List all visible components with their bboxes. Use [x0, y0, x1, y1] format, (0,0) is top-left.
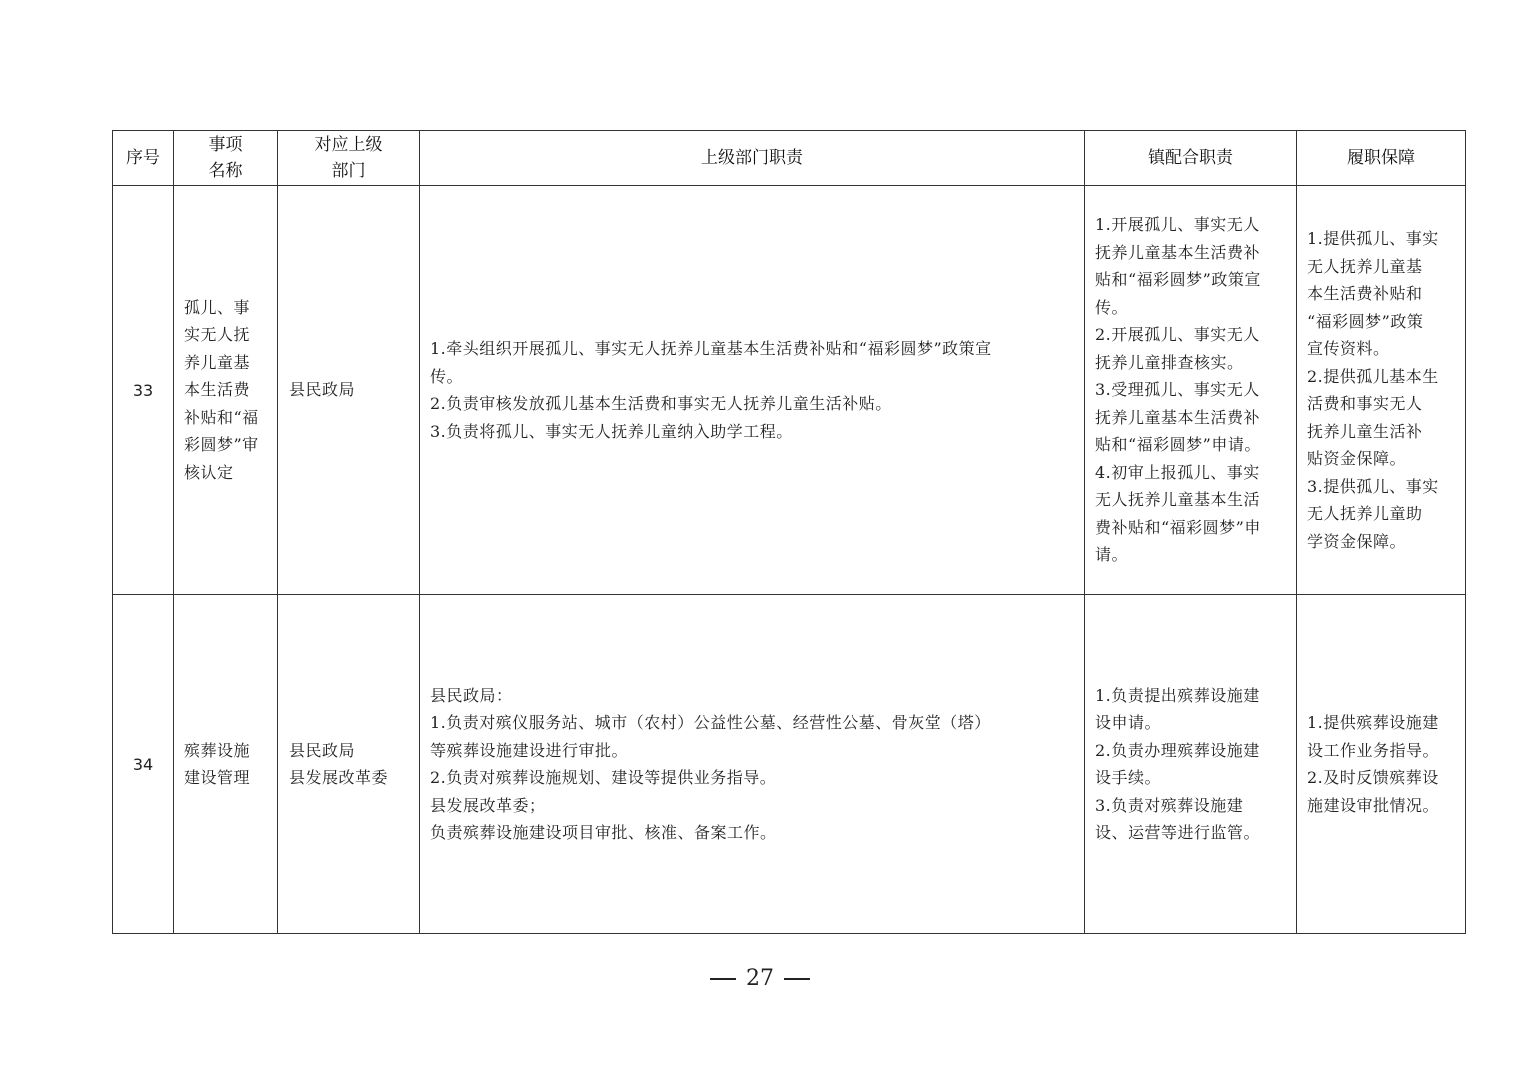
- guarantee-line: 无人抚养儿童基: [1307, 256, 1423, 276]
- item-name-line: 实无人抚: [184, 325, 251, 345]
- town-duty-line: 2.负责办理殡葬设施建: [1095, 740, 1260, 760]
- footer-dash-left: [710, 978, 736, 980]
- town-duty-line: 3.受理孤儿、事实无人: [1095, 380, 1260, 400]
- guarantee-line: 本生活费补贴和: [1307, 284, 1423, 303]
- header-duty: 上级部门职责: [420, 131, 1085, 186]
- town-duty-line: 4.初审上报孤儿、事实: [1095, 462, 1260, 482]
- responsibility-table: [112, 130, 1466, 934]
- item-name-cell: [174, 186, 278, 595]
- guarantee-line: 抚养儿童生活补: [1307, 421, 1423, 441]
- header-dept: [278, 131, 420, 186]
- department-cell: [278, 186, 420, 595]
- guarantee-cell: [1297, 186, 1466, 595]
- item-name-line: 彩圆梦”审: [184, 435, 259, 455]
- header-row: [113, 131, 1466, 186]
- header-dept-line: 部门: [331, 161, 366, 181]
- guarantee-line: “福彩圆梦”政策: [1307, 311, 1424, 331]
- town-duty-line: 3.负责对殡葬设施建: [1095, 795, 1244, 815]
- town-duty-line: 贴和“福彩圆梦”申请。: [1095, 435, 1261, 455]
- department-line: 县民政局: [289, 740, 356, 760]
- town-duty-line: 无人抚养儿童基本生活: [1095, 490, 1261, 510]
- town-duty-line: 抚养儿童排查核实。: [1095, 352, 1244, 372]
- guarantee-line: 活费和事实无人: [1307, 394, 1423, 413]
- duty-line: 1.负责对殡仪服务站、城市（农村）公益性公墓、经营性公墓、骨灰堂（塔）: [430, 713, 991, 732]
- duty-cell: [420, 186, 1085, 595]
- guarantee-line: 贴资金保障。: [1307, 449, 1407, 468]
- department-line: 县发展改革委: [289, 768, 389, 787]
- duty-line: 2.负责对殡葬设施规划、建设等提供业务指导。: [430, 768, 777, 787]
- guarantee-line: 1.提供殡葬设施建: [1307, 713, 1439, 732]
- duty-line: 县民政局：: [430, 685, 513, 705]
- header-town: 镇配合职责: [1085, 131, 1297, 186]
- row-number: 33: [113, 186, 174, 595]
- duty-line: 等殡葬设施建设进行审批。: [430, 740, 629, 760]
- duty-line: 传。: [430, 366, 464, 386]
- town-duty-line: 设手续。: [1095, 768, 1162, 787]
- footer-dash-right: [784, 978, 810, 980]
- item-name-line: 养儿童基: [184, 352, 251, 372]
- town-duty-cell: [1085, 186, 1297, 595]
- guarantee-line: 宣传资料。: [1307, 339, 1390, 358]
- town-duty-cell: [1085, 595, 1297, 934]
- town-duty-line: 设申请。: [1095, 713, 1162, 732]
- guarantee-line: 3.提供孤儿、事实: [1307, 476, 1439, 496]
- header-name-line: 名称: [208, 161, 243, 181]
- page-number: 27: [746, 966, 774, 991]
- item-name-line: 殡葬设施: [184, 740, 251, 760]
- town-duty-line: 1.负责提出殡葬设施建: [1095, 685, 1260, 705]
- guarantee-line: 学资金保障。: [1307, 531, 1407, 551]
- town-duty-line: 费补贴和“福彩圆梦”申: [1095, 517, 1261, 537]
- duty-line: 负责殡葬设施建设项目审批、核准、备案工作。: [430, 823, 777, 842]
- town-duty-line: 抚养儿童基本生活费补: [1095, 407, 1261, 427]
- town-duty-line: 设、运营等进行监管。: [1095, 823, 1261, 842]
- item-name-line: 本生活费: [184, 380, 251, 400]
- duty-line: 3.负责将孤儿、事实无人抚养儿童纳入助学工程。: [430, 421, 793, 441]
- department-cell: [278, 595, 420, 934]
- header-dept-line: 对应上级: [314, 135, 383, 155]
- town-duty-line: 传。: [1095, 297, 1129, 317]
- header-guarantee: 履职保障: [1297, 131, 1466, 186]
- item-name-cell: [174, 595, 278, 934]
- town-duty-line: 1.开展孤儿、事实无人: [1095, 215, 1260, 235]
- header-no: 序号: [113, 131, 174, 186]
- town-duty-line: 抚养儿童基本生活费补: [1095, 242, 1261, 262]
- town-duty-line: 请。: [1095, 545, 1129, 565]
- item-name-line: 孤儿、事: [184, 297, 251, 317]
- item-name-line: 建设管理: [184, 768, 251, 787]
- header-name-line: 事项: [208, 135, 243, 155]
- duty-cell: [420, 595, 1085, 934]
- row-number: 34: [113, 595, 174, 934]
- page-footer: [0, 966, 1520, 991]
- header-name: [174, 131, 278, 186]
- guarantee-line: 2.及时反馈殡葬设: [1307, 768, 1439, 787]
- item-name-line: 核认定: [184, 462, 234, 482]
- guarantee-line: 2.提供孤儿基本生: [1307, 366, 1439, 386]
- guarantee-cell: [1297, 595, 1466, 934]
- table-row: [113, 186, 1466, 595]
- guarantee-line: 设工作业务指导。: [1307, 740, 1440, 760]
- table-row: [113, 595, 1466, 934]
- guarantee-line: 施建设审批情况。: [1307, 795, 1440, 815]
- duty-line: 县发展改革委；: [430, 795, 546, 815]
- item-name-line: 补贴和“福: [184, 407, 259, 427]
- town-duty-line: 贴和“福彩圆梦”政策宣: [1095, 270, 1261, 290]
- guarantee-line: 1.提供孤儿、事实: [1307, 229, 1439, 248]
- department-line: 县民政局: [289, 380, 356, 400]
- duty-line: 1.牵头组织开展孤儿、事实无人抚养儿童基本生活费补贴和“福彩圆梦”政策宣: [430, 339, 992, 358]
- town-duty-line: 2.开展孤儿、事实无人: [1095, 325, 1260, 345]
- duty-line: 2.负责审核发放孤儿基本生活费和事实无人抚养儿童生活补贴。: [430, 394, 892, 413]
- guarantee-line: 无人抚养儿童助: [1307, 504, 1423, 523]
